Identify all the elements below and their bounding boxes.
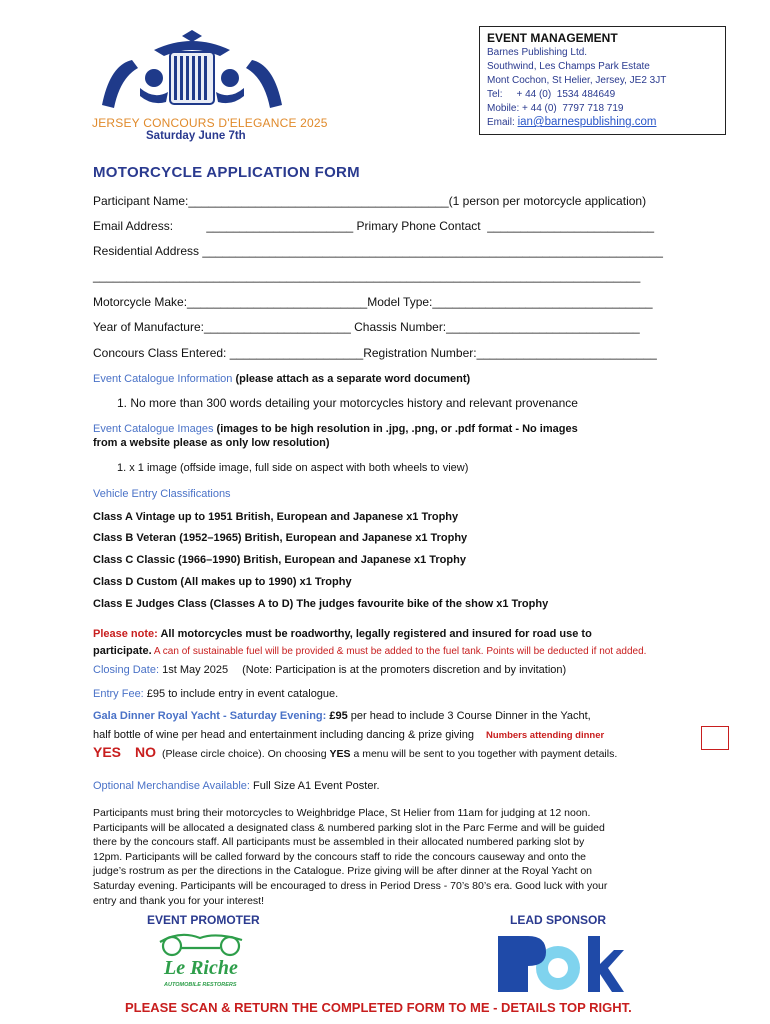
le-riche-logo xyxy=(150,928,270,998)
instructions-line: judge’s rostrum as per the directions in the Catalogue. Prize giving will be after dinner at the Royal Yacht on xyxy=(93,865,593,878)
gala-dinner-text: per head to include 3 Course Dinner in the Yacht, xyxy=(347,710,591,722)
contact-email-label: Email: xyxy=(487,117,518,128)
closing-date-label: Closing Date: xyxy=(93,664,160,676)
merchandise-text: Full Size A1 Event Poster. xyxy=(249,780,380,792)
closing-date-note: (Note: Participation is at the promoters discretion and by invitation) xyxy=(242,664,567,676)
le-riche-subtitle: AUTOMOBILE RESTORERS xyxy=(164,982,237,988)
class-registration-field[interactable]: Concours Class Entered: ____________________Registration Number:___________________________ xyxy=(93,346,657,360)
contact-mobile: Mobile: + 44 (0) 7797 718 719 xyxy=(487,103,624,114)
choice-note xyxy=(162,748,617,760)
make-model-field[interactable]: Motorcycle Make:___________________________Model Type:_________________________________ xyxy=(93,295,653,309)
catalogue-images-label: Event Catalogue Images xyxy=(93,423,214,435)
instructions-line: Participants will be allocated a designated class & numbered parking slot in the Parc Ferme and will be guided xyxy=(93,821,605,834)
class-a: Class A Vintage up to 1951 British, European and Japanese x1 Trophy xyxy=(93,511,459,523)
return-form-instruction: PLEASE SCAN & RETURN THE COMPLETED FORM TO ME - DETAILS TOP RIGHT. xyxy=(125,1000,632,1015)
choice-note-yes: YES xyxy=(329,748,351,760)
closing-date-value: 1st May 2025 xyxy=(159,664,229,676)
year-chassis-field[interactable]: Year of Manufacture:______________________ Chassis Number:_____________________________ xyxy=(93,320,640,334)
concours-logo-graphic xyxy=(92,30,292,120)
catalogue-images-heading xyxy=(93,421,578,435)
contact-address-line2: Mont Cochon, St Helier, Jersey, JE2 3JT xyxy=(487,75,667,86)
instructions-line: Saturday evening. Participants will be encouraged to dress in Period Dress - 70’s 80’s era. Good luck with your xyxy=(93,879,608,892)
entry-fee-text: £95 to include entry in event catalogue. xyxy=(143,688,339,700)
numbers-attending-label: Numbers attending dinner xyxy=(485,730,605,741)
gala-dinner-row xyxy=(93,710,591,722)
catalogue-info-note: (please attach as a separate word document) xyxy=(232,373,471,385)
contact-email-row xyxy=(487,116,656,128)
yes-option[interactable]: YES xyxy=(93,744,122,760)
logo-event-title: JERSEY CONCOURS D'ELEGANCE 2025 xyxy=(92,116,328,130)
please-note-text: All motorcycles must be roadworthy, legally registered and insured for road use to xyxy=(157,628,592,640)
contact-company: Barnes Publishing Ltd. xyxy=(487,47,588,58)
merchandise-row xyxy=(93,780,380,792)
classifications-heading: Vehicle Entry Classifications xyxy=(93,488,231,500)
closing-date-row xyxy=(93,664,566,676)
please-note-line1 xyxy=(93,628,592,640)
catalogue-images-note: (images to be high resolution in .jpg, .png, or .pdf format - No images xyxy=(213,423,578,435)
participant-name-field[interactable]: Participant Name:_______________________________________(1 person per motorcycle application) xyxy=(93,194,647,208)
class-b: Class B Veteran (1952–1965) British, European and Japanese x1 Trophy xyxy=(93,532,468,544)
gala-dinner-price: £95 xyxy=(326,710,348,722)
instructions-line: there by the concours staff. All participants must be assembled in their allocated numbered parking slot by xyxy=(93,836,585,849)
choice-note-b: a menu will be sent to you together with payment details. xyxy=(350,748,618,760)
gala-dinner-label: Gala Dinner Royal Yacht - Saturday Evening: xyxy=(93,710,327,722)
contact-heading: EVENT MANAGEMENT xyxy=(487,31,618,45)
logo-event-date: Saturday June 7th xyxy=(146,130,246,142)
form-title: MOTORCYCLE APPLICATION FORM xyxy=(93,164,360,181)
instructions-line: Participants must bring their motorcycles to Weighbridge Place, St Helier from 11am for judging at 12 noon. xyxy=(93,807,591,819)
catalogue-info-heading xyxy=(93,371,470,385)
class-c: Class C Classic (1966–1990) British, European and Japanese x1 Trophy xyxy=(93,554,466,566)
please-note-line2 xyxy=(93,643,646,657)
class-d: Class D Custom (All makes up to 1990) x1 Trophy xyxy=(93,576,352,588)
contact-address-line1: Southwind, Les Champs Park Estate xyxy=(487,61,650,72)
contact-email-link[interactable]: ian@barnespublishing.com xyxy=(517,116,657,128)
yes-no-row xyxy=(93,744,617,760)
no-option[interactable]: NO xyxy=(135,744,157,760)
entry-fee-row xyxy=(93,688,338,700)
catalogue-images-item: 1. x 1 image (offside image, full side on aspect with both wheels to view) xyxy=(117,462,469,474)
event-management-contact-box xyxy=(479,26,726,135)
residential-address-field[interactable]: Residential Address _____________________________________________________________________ xyxy=(93,244,663,258)
entry-fee-label: Entry Fee: xyxy=(93,688,144,700)
catalogue-info-item: 1. No more than 300 words detailing your motorcycles history and relevant provenance xyxy=(117,396,578,410)
email-phone-field[interactable]: Email Address: ______________________ Primary Phone Contact _________________________ xyxy=(93,219,655,233)
participant-instructions xyxy=(93,806,653,908)
event-promoter-label: EVENT PROMOTER xyxy=(147,913,260,927)
rok-sponsor-logo xyxy=(496,930,624,996)
fuel-note: A can of sustainable fuel will be provided & must be added to the fuel tank. Points will be deducted if not added. xyxy=(151,646,647,657)
lead-sponsor-label: LEAD SPONSOR xyxy=(510,913,607,927)
class-e: Class E Judges Class (Classes A to D) The judges favourite bike of the show x1 Trophy xyxy=(93,598,549,610)
instructions-line: 12pm. Participants will be called forward by the concours staff to ride the concours causeway and onto the xyxy=(93,850,586,863)
instructions-line: entry and thank you for your interest! xyxy=(93,894,265,907)
contact-telephone: Tel: + 44 (0) 1534 484649 xyxy=(487,89,616,100)
catalogue-images-note-line2: from a website please as only low resolution) xyxy=(93,437,330,449)
choice-note-a: (Please circle choice). On choosing xyxy=(162,748,330,760)
merchandise-label: Optional Merchandise Available: xyxy=(93,780,250,792)
please-note-participate: participate. xyxy=(93,645,152,657)
gala-dinner-text2: half bottle of wine per head and entertainment including dancing & prize giving xyxy=(93,729,474,741)
gala-dinner-row2 xyxy=(93,729,604,741)
residential-address-line2[interactable]: __________________________________________________________________________________ xyxy=(93,269,641,283)
numbers-attending-box[interactable] xyxy=(701,726,729,750)
please-note-label: Please note: xyxy=(93,628,158,640)
le-riche-name: Le Riche xyxy=(164,957,238,979)
catalogue-info-label: Event Catalogue Information xyxy=(93,373,233,385)
